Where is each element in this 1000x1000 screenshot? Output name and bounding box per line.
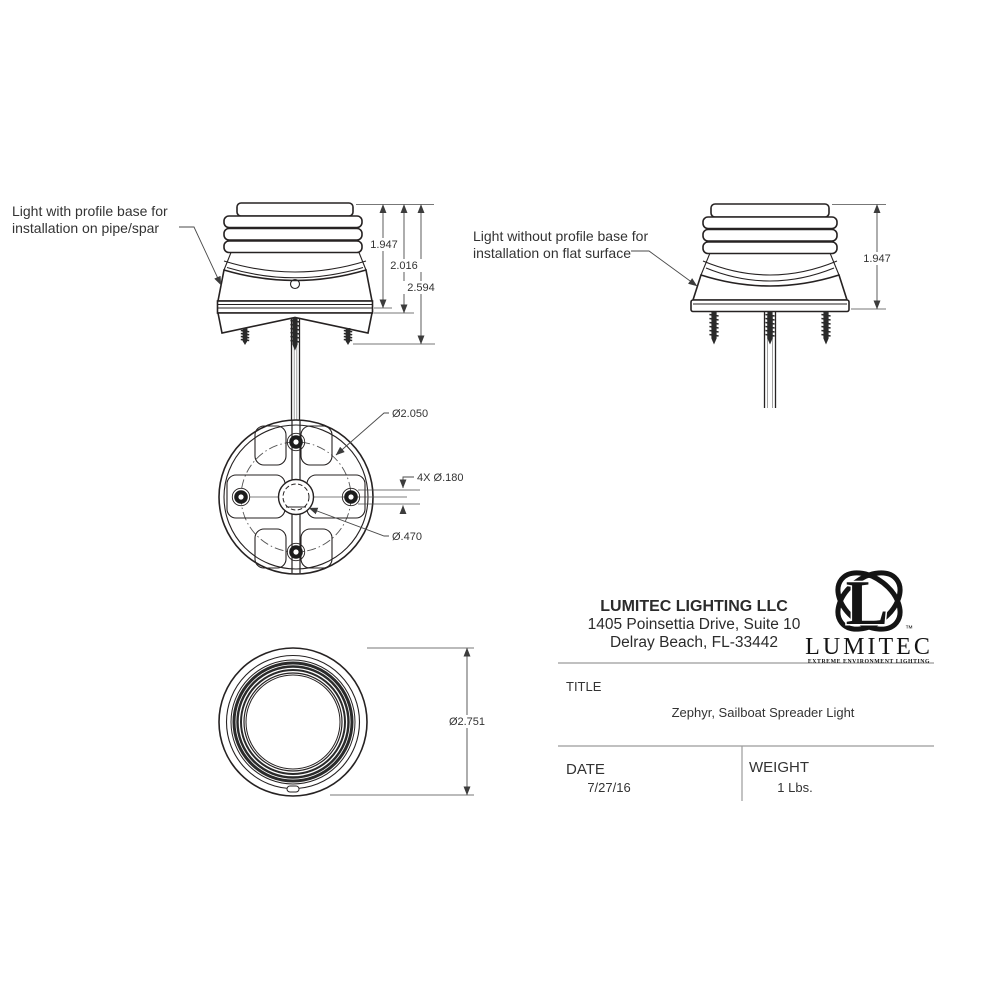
bottom-view <box>219 420 407 574</box>
base-bands <box>218 301 373 313</box>
lamp-body <box>218 270 372 301</box>
date-label: DATE <box>566 761 605 778</box>
trademark-symbol: ™ <box>905 624 913 633</box>
lens-edge-arc <box>224 261 366 272</box>
dim-label-flat-height: 1.947 <box>863 253 891 265</box>
title-block <box>558 561 934 801</box>
note-line: Light with profile base for <box>12 203 168 219</box>
dim-label-height-2016: 2.016 <box>390 260 418 272</box>
lamp-body <box>693 275 847 300</box>
logo-monogram: L <box>845 567 889 638</box>
flat-base-plate <box>691 300 849 312</box>
title-label: TITLE <box>566 679 602 694</box>
top-view <box>219 648 367 796</box>
heat-sink-fins <box>224 203 362 253</box>
company-address-line2: Delray Beach, FL-33442 <box>609 634 779 651</box>
dim-label-lens-diameter: Ø2.751 <box>448 716 486 728</box>
note-line: Light without profile base for <box>473 228 649 244</box>
mount-hole <box>232 488 249 505</box>
date-value: 7/27/16 <box>587 780 631 795</box>
profile-base-note <box>12 203 221 285</box>
drawing-title: Zephyr, Sailboat Spreader Light <box>671 705 855 720</box>
mount-hole <box>287 543 304 560</box>
center-hole <box>279 480 314 515</box>
mounting-screw <box>241 328 249 345</box>
lens-edge-arc <box>703 261 837 275</box>
note-line: installation on pipe/spar <box>12 220 160 236</box>
leader-line <box>179 227 221 285</box>
note-line: installation on flat surface <box>473 245 631 261</box>
dim-label-center-hole: Ø.470 <box>392 531 422 543</box>
mounting-screw <box>821 312 830 345</box>
mount-hole <box>287 433 304 450</box>
dim-label-bolt-circle: Ø2.050 <box>392 408 429 420</box>
heat-sink-fins <box>703 204 837 254</box>
dim-label-height-2594: 2.594 <box>407 282 435 294</box>
weight-value: 1 Lbs. <box>777 780 813 795</box>
flat-base-note <box>473 228 697 286</box>
leader-line <box>403 477 414 488</box>
dim-label-height-1947: 1.947 <box>370 239 398 251</box>
mount-hole <box>342 488 359 505</box>
bezel-tab <box>287 786 299 792</box>
weight-label: WEIGHT <box>749 759 809 776</box>
company-address-line1: 1405 Poinsettia Drive, Suite 10 <box>587 616 801 633</box>
logo-tagline: EXTREME ENVIRONMENT LIGHTING <box>807 659 931 665</box>
logo-wordmark: LUMITEC <box>805 634 933 660</box>
dim-label-mount-holes: 4X Ø.180 <box>417 472 464 484</box>
mounting-screw <box>709 312 718 345</box>
lumitec-logo <box>805 561 933 665</box>
side-view-flat-base <box>691 204 849 408</box>
company-name: LUMITEC LIGHTING LLC <box>600 598 788 615</box>
mounting-screw <box>344 328 352 345</box>
leader-line <box>631 251 697 286</box>
side-view-profile-base <box>218 203 373 420</box>
